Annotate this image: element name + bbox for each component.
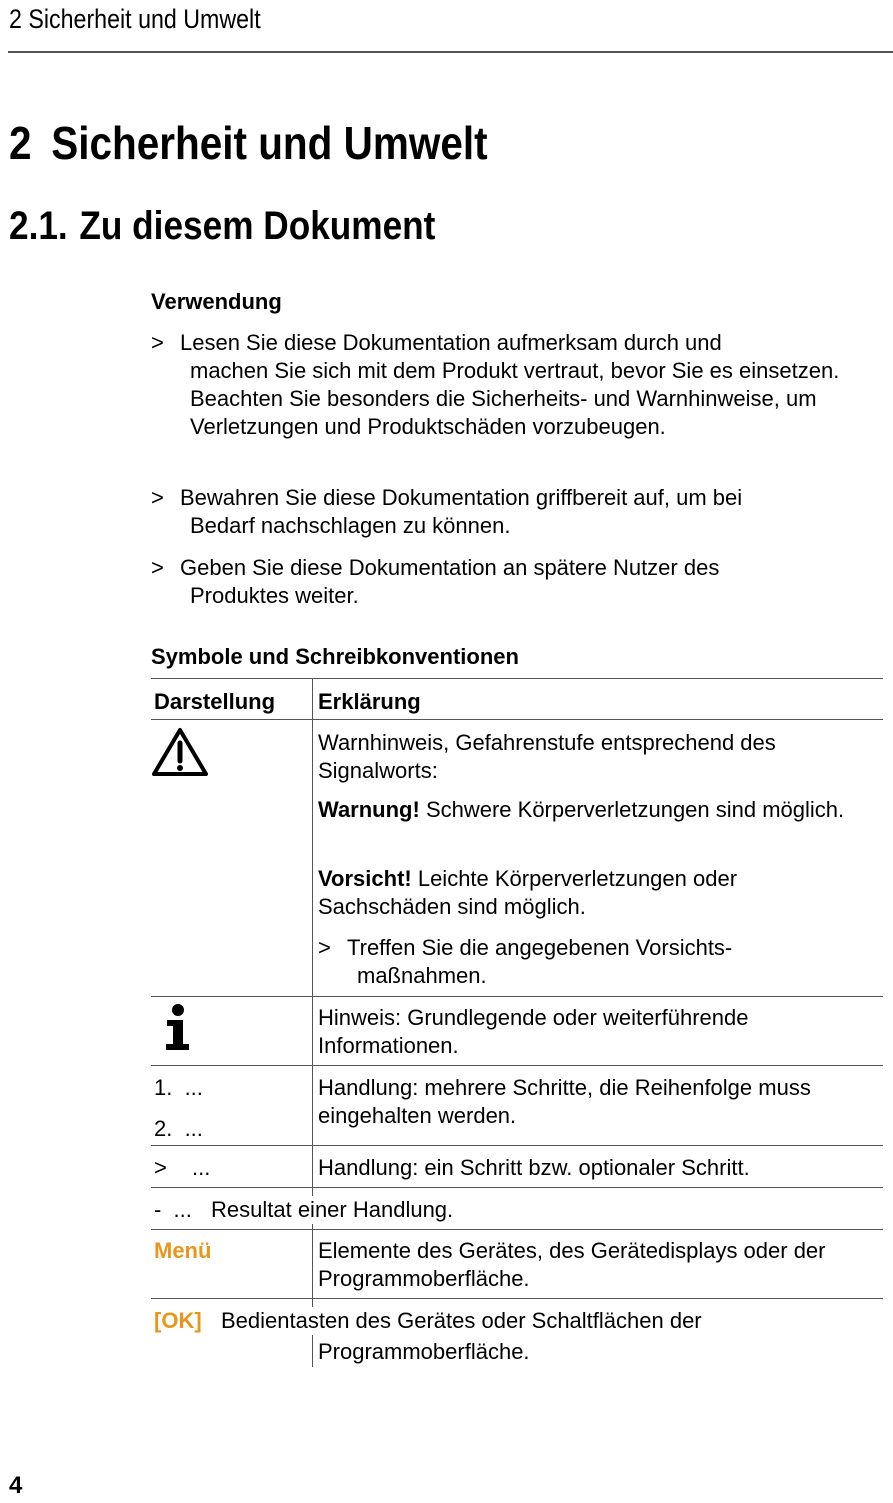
warning-triangle-icon (151, 727, 209, 777)
symbols-heading: Symbole und Schreibkonventionen (151, 644, 519, 669)
section-title (9, 204, 435, 249)
warning-label: Warnung! (318, 797, 420, 822)
single-step-rep-dots: ... (192, 1155, 211, 1180)
section-title-text: Zu diesem Dokument (79, 204, 436, 248)
menu-rep: Menü (154, 1238, 212, 1263)
chapter-title (9, 116, 488, 170)
usage-heading: Verwendung (151, 289, 282, 314)
step-continuation: Bedarf nachschlagen zu können. (190, 513, 511, 538)
step-first-line: Bewahren Sie diese Dokumentation griffbereit auf, um bei (180, 485, 743, 510)
step-continuation: machen Sie sich mit dem Produkt vertraut, bevor Sie es einsetzen. Beachten Sie besonders die Sicherheits- und Warnhinweise, um Verletzungen und Produktschäden vorzubeugen. (190, 358, 840, 439)
table-rule (151, 996, 883, 997)
chapter-title-text: Sicherheit und Umwelt (51, 117, 488, 169)
caution-description: Leichte Körperverletzungen oder Sachschäden sind möglich. (318, 866, 738, 919)
table-rule (151, 678, 883, 679)
step-first-line: Lesen Sie diese Dokumentation aufmerksam durch und (180, 330, 722, 355)
action-first-line: Treffen Sie die angegebenen Vorsichts- (347, 935, 733, 960)
caution-label: Vorsicht! (318, 866, 412, 891)
usage-step (151, 484, 841, 540)
warning-action (318, 934, 858, 990)
usage-step (151, 329, 841, 441)
step-continuation: Produktes weiter. (190, 583, 359, 608)
warning-intro: Warnhinweis, Gefahrenstufe entsprechend des Signalworts: (318, 730, 776, 783)
running-header: 2 Sicherheit und Umwelt (9, 4, 261, 34)
ok-explanation-rest: Programmoberfläche. (318, 1339, 530, 1364)
table-rule (151, 1187, 883, 1188)
step-bullet: > (151, 485, 164, 510)
warning-description: Schwere Körperverletzungen sind möglich. (419, 797, 845, 822)
action-bullet: > (318, 935, 331, 960)
step-bullet: > (151, 330, 164, 355)
table-rule (151, 1145, 883, 1146)
ok-rep: [OK] (154, 1308, 202, 1333)
section-number: 2.1. (9, 204, 68, 248)
result-rep: - ... (154, 1197, 192, 1222)
header-rule (8, 51, 893, 53)
single-step-explanation: Handlung: ein Schritt bzw. optionaler Schritt. (318, 1155, 750, 1180)
multi-step-rep-2: 2. ... (154, 1116, 203, 1141)
caution-level-text (318, 865, 858, 921)
step-first-line: Geben Sie diese Dokumentation an spätere Nutzer des (180, 555, 720, 580)
table-rule (151, 1298, 883, 1299)
menu-explanation: Elemente des Gerätes, des Gerätedisplays oder der Programmoberfläche. (318, 1238, 826, 1291)
single-step-rep-mark: > (154, 1155, 167, 1180)
chapter-number: 2 (9, 117, 32, 169)
page-number: 4 (9, 1472, 23, 1499)
table-rule (151, 1229, 883, 1230)
info-icon (163, 1003, 193, 1051)
multi-step-rep-1: 1. ... (154, 1075, 203, 1100)
column-header-representation: Darstellung (154, 689, 276, 714)
action-continuation: maßnahmen. (357, 963, 487, 988)
multi-step-explanation: Handlung: mehrere Schritte, die Reihenfolge muss eingehalten werden. (318, 1075, 811, 1128)
warning-level-text (318, 796, 858, 824)
column-header-explanation: Erklärung (318, 689, 421, 714)
table-rule (151, 719, 883, 720)
result-explanation: Resultat einer Handlung. (211, 1197, 454, 1222)
usage-step (151, 554, 841, 610)
column-divider (312, 679, 313, 1367)
info-explanation: Hinweis: Grundlegende oder weiterführende Informationen. (318, 1005, 749, 1058)
ok-explanation-first: Bedientasten des Gerätes oder Schaltflächen der (221, 1308, 702, 1333)
step-bullet: > (151, 555, 164, 580)
table-rule (151, 1065, 883, 1066)
